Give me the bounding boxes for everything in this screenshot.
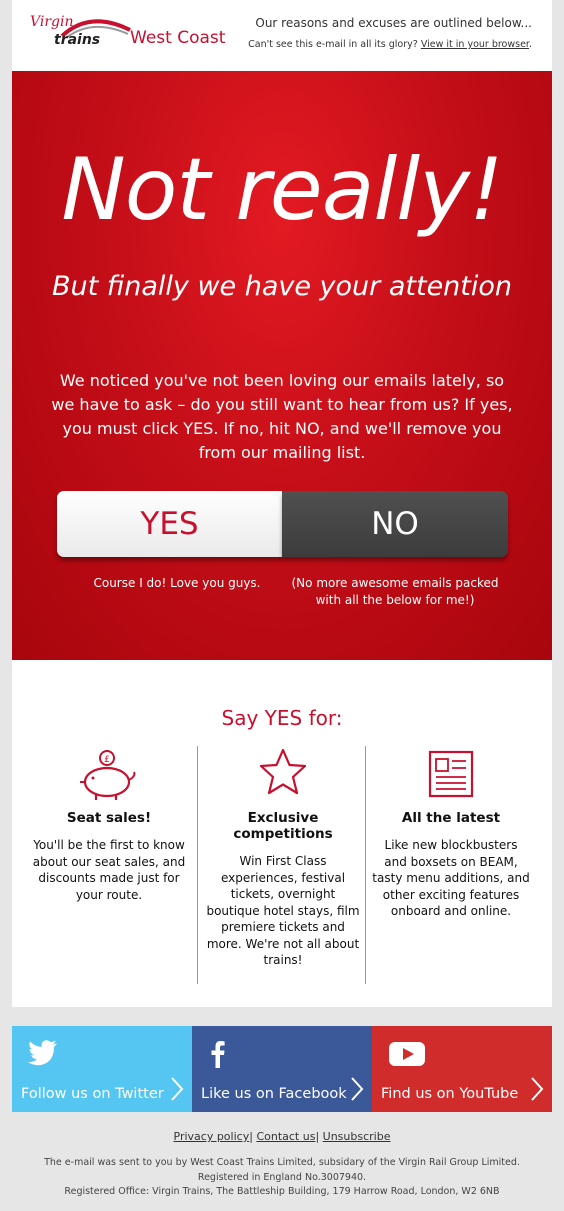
say-yes-title: Say YES for:	[221, 706, 343, 730]
feature-heading: Exclusive competitions	[233, 810, 333, 842]
star-icon	[248, 746, 318, 802]
virgin-trains-logo[interactable]	[30, 14, 230, 54]
header-reasons-text: Our reasons and excuses are outlined below...	[255, 16, 532, 30]
piggy-bank-icon	[74, 746, 144, 802]
feature-heading: All the latest	[401, 810, 501, 826]
facebook-label: Like us on Facebook	[201, 1086, 347, 1102]
youtube-icon	[388, 1040, 426, 1068]
no-button[interactable]: NO	[282, 491, 508, 557]
feature-column-seat-sales	[24, 746, 194, 903]
feature-text: Like new blockbusters and boxsets on BEAM, tasty menu additions, and other exciting features onboard and online.	[372, 838, 530, 918]
hero-title: Not really!	[61, 140, 503, 240]
youtube-label: Find us on YouTube	[381, 1086, 519, 1102]
facebook-like-link[interactable]	[192, 1026, 372, 1112]
view-in-browser-link[interactable]: View it in your browser	[420, 39, 529, 50]
twitter-follow-link[interactable]	[12, 1026, 192, 1112]
hero-section	[12, 71, 552, 660]
newspaper-icon	[416, 746, 486, 802]
svg-text:£: £	[104, 755, 110, 765]
footer-separator: |	[315, 1130, 320, 1143]
footer-links	[0, 1130, 564, 1143]
say-yes-section	[12, 660, 552, 1007]
youtube-find-link[interactable]	[372, 1026, 552, 1112]
feature-text: Win First Class experiences, festival tickets, overnight boutique hotel stays, film premiere tickets and more. We're not all about trains!	[206, 854, 360, 967]
chevron-right-icon	[350, 1076, 364, 1102]
footer-legal-text	[20, 1156, 544, 1200]
logo-virgin-text: Virgin	[30, 14, 74, 30]
twitter-icon	[28, 1040, 58, 1066]
hero-body-text: We noticed you've not been loving our emails lately, so we have to ask – do you still want to hear from us? If yes, you must click YES. If no, hit NO, and we'll remove you from our mailing list.	[51, 371, 513, 462]
header-browser-line	[248, 39, 532, 50]
footer-line-1: The e-mail was sent to you by West Coast Trains Limited, subsidary of the Virgin Rail Group Limited. Registered in England No.3007940.	[44, 1157, 520, 1183]
header-right	[248, 16, 532, 50]
no-caption: (No more awesome emails packed with all the below for me!)	[291, 576, 499, 607]
browser-prefix: Can't see this e-mail in all its glory?	[248, 39, 421, 50]
logo-trains-text: trains	[54, 32, 101, 48]
privacy-policy-link[interactable]: Privacy policy	[173, 1130, 250, 1143]
email-header	[12, 0, 552, 71]
chevron-right-icon	[170, 1076, 184, 1102]
chevron-right-icon	[530, 1076, 544, 1102]
hero-subtitle: But finally we have your attention	[51, 271, 513, 302]
footer-line-2: Registered Office: Virgin Trains, The Battleship Building, 179 Harrow Road, London, W2 6NB	[64, 1186, 500, 1197]
yes-button[interactable]: YES	[57, 491, 282, 557]
facebook-icon	[208, 1040, 228, 1068]
feature-column-competitions	[198, 746, 368, 969]
contact-us-link[interactable]: Contact us	[256, 1130, 316, 1143]
yes-caption: Course I do! Love you guys.	[93, 576, 261, 590]
feature-text: You'll be the first to know about our seat sales, and discounts made just for your route.	[32, 838, 186, 902]
feature-column-latest	[366, 746, 536, 920]
feature-heading: Seat sales!	[66, 810, 152, 826]
logo-west-coast-text: West Coast	[130, 28, 226, 48]
unsubscribe-link[interactable]: Unsubscribe	[322, 1130, 391, 1143]
twitter-label: Follow us on Twitter	[21, 1086, 164, 1102]
browser-suffix: .	[528, 39, 532, 50]
footer-separator: |	[249, 1130, 253, 1143]
